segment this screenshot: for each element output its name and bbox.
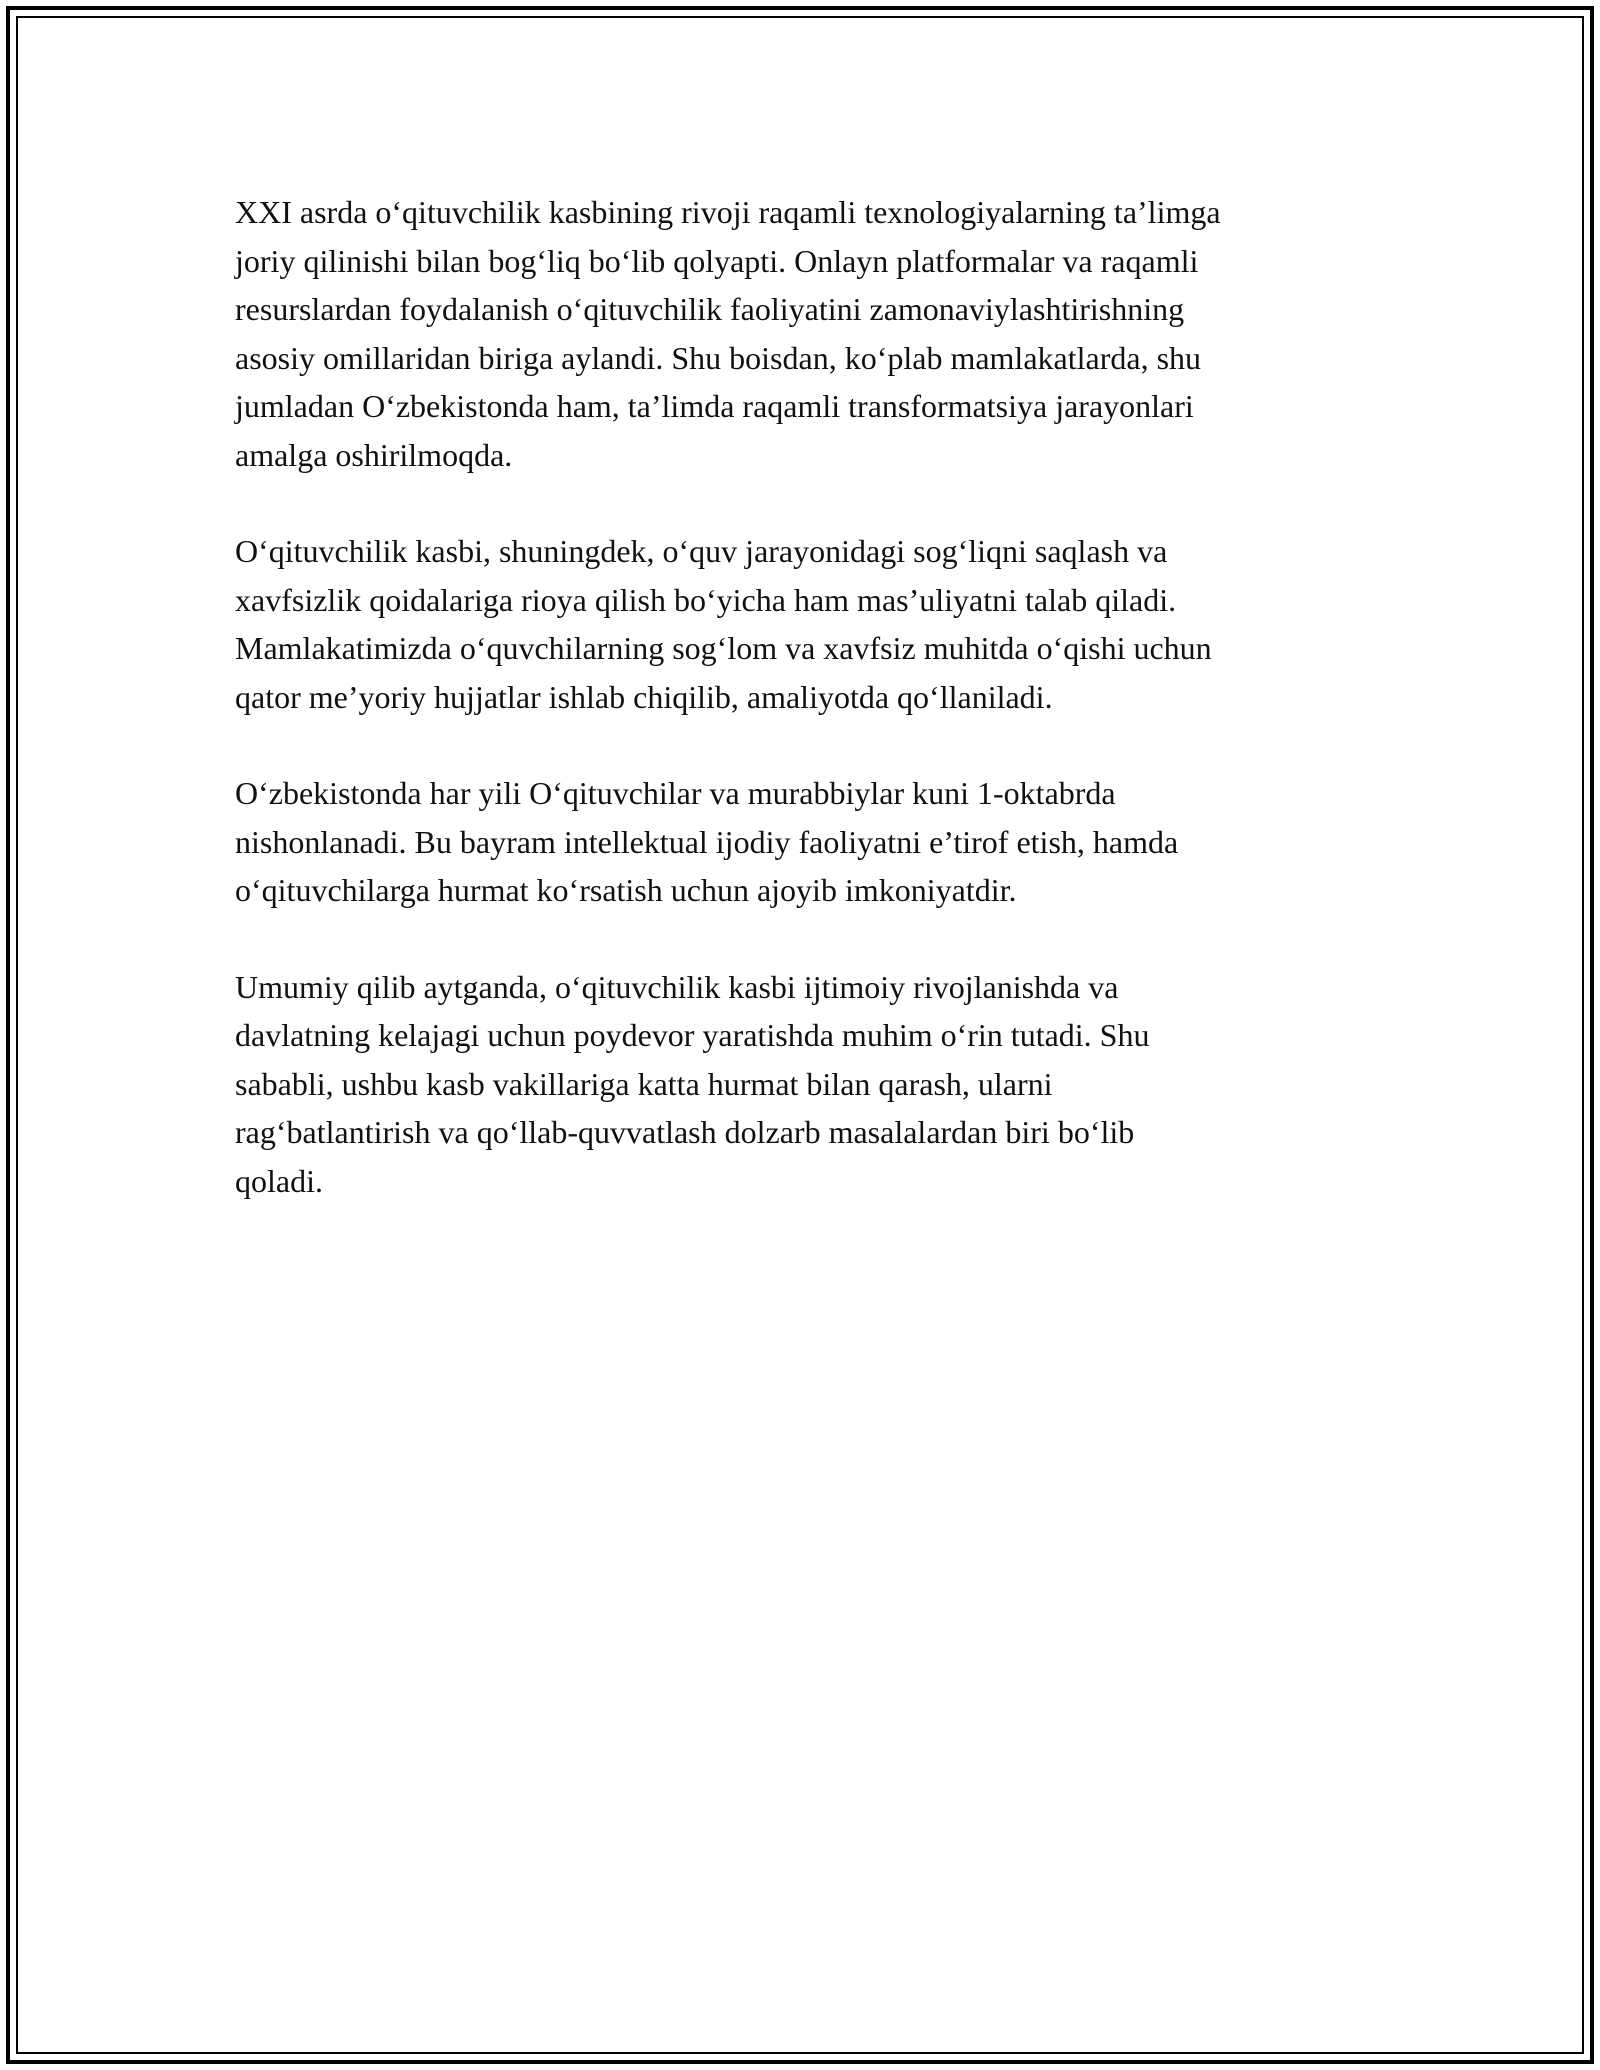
paragraph-4: Umumiy qilib aytganda, o‘qituvchilik kasbi ijtimoiy rivojlanishda va davlatning kelajagi uchun poydevor yaratishda muhim o‘rin tutadi. Shu sababli, ushbu kasb vakillariga katta hurmat bilan qarash, ularni rag‘batlantirish va qo‘llab-quvvatlash dolzarb masalalardan biri bo‘lib qoladi. [235, 968, 1150, 1199]
paragraph-2: O‘qituvchilik kasbi, shuningdek, o‘quv jarayonidagi sog‘liqni saqlash va xavfsizlik qoidalariga rioya qilish bo‘yicha ham mas’uliyatni talab qiladi. Mamlakatimizda o‘quvchilarning sog‘lom va xavfsiz muhitda o‘qishi uchun qator me’yoriy hujjatlar ishlab chiqilib, amaliyotda qo‘llaniladi. [235, 533, 1212, 715]
paragraph-3: O‘zbekistonda har yili O‘qituvchilar va murabbiylar kuni 1-oktabrda nishonlanadi. Bu bayram intellektual ijodiy faoliyatni e’tirof etish, hamda o‘qituvchilarga hurmat ko‘rsatish uchun ajoyib imkoniyatdir. [235, 775, 1179, 908]
document-body [235, 188, 1375, 1253]
paragraph-1: XXI asrda o‘qituvchilik kasbining rivoji raqamli texnologiyalarning ta’limga joriy qilinishi bilan bog‘liq bo‘lib qolyapti. Onlayn platformalar va raqamli resurslardan foydalanish o‘qituvchilik faoliyatini zamonaviylashtirishning asosiy omillaridan biriga aylandi. Shu boisdan, ko‘plab mamlakatlarda, shu jumladan O‘zbekistonda ham, ta’limda raqamli transformatsiya jarayonlari amalga oshirilmoqda. [235, 194, 1221, 473]
